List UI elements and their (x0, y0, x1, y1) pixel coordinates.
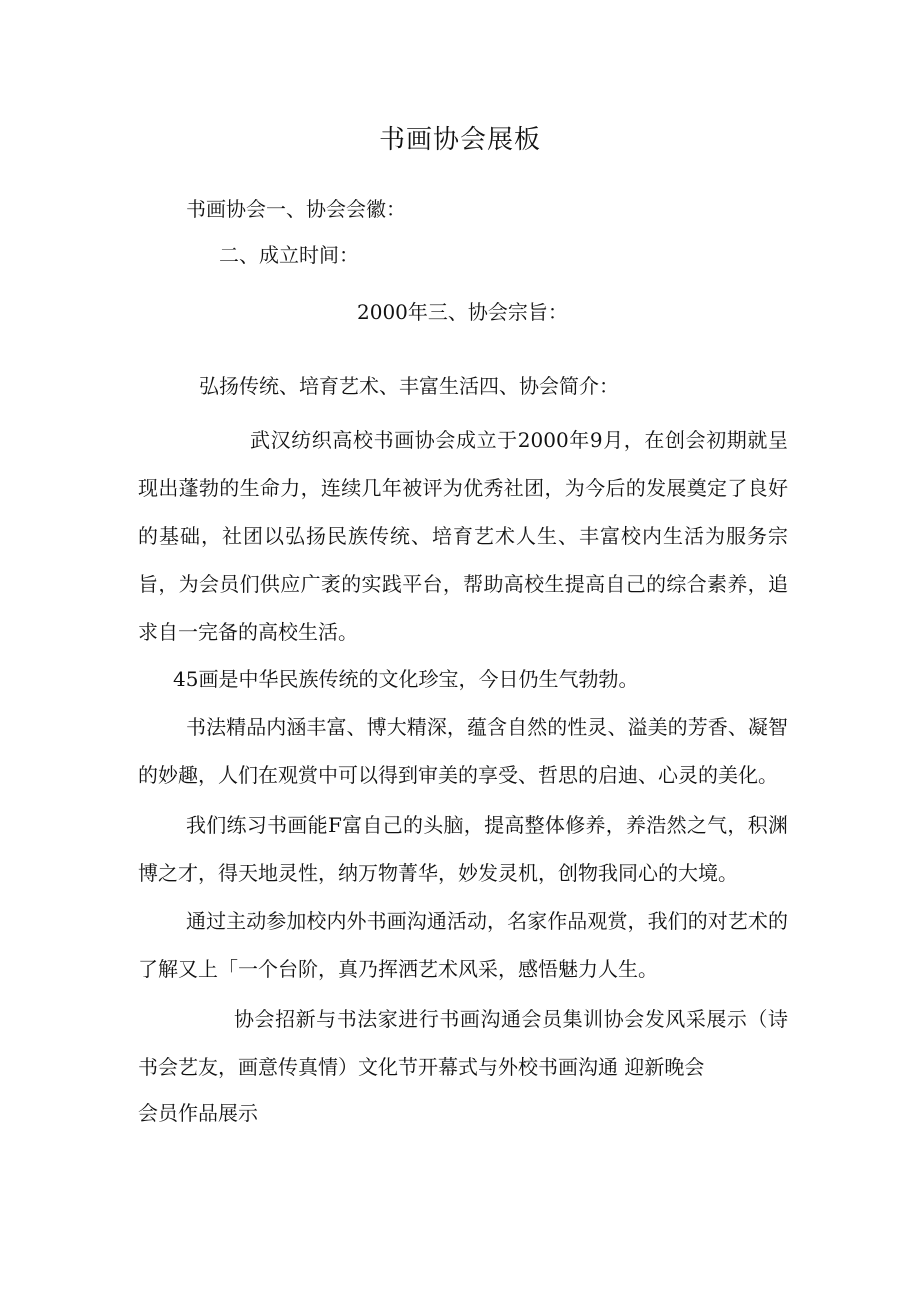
paragraph-activities: 通过主动参加校内外书画沟通活动，名家作品观赏，我们的对艺术的了解又上「一个台阶，真乃挥洒艺术风采，感悟魅力人生。 (138, 909, 788, 981)
paragraph-painting: 45画是中华民族传统的文化珍宝，今日仍生气勃勃。 (173, 667, 639, 691)
document-title: 书画协会展板 (378, 125, 541, 155)
paragraph-member-works: 会员作品展示 (138, 1101, 258, 1125)
paragraph-practice: 我们练习书画能F富自己的头脑，提高整体修养，养浩然之气，积渊博之才，得天地灵性，纳万物菁华，妙发灵机，创物我同心的大境。 (138, 813, 788, 885)
paragraph-introduction: 武汉纺织高校书画协会成立于2000年9月，在创会初期就呈现出蓬勃的生命力，连续几年被评为优秀社团，为今后的发展奠定了良好的基础，社团以弘扬民族传统、培育艺术人生、丰富校内生活为服务宗旨，为会员们供应广袤的实践平台，帮助高校生提高自己的综合素养，追求自一完备的高校生活。 (138, 428, 788, 644)
heading-emblem: 书画协会一、协会会徽： (186, 197, 406, 221)
heading-introduction: 弘扬传统、培育艺术、丰富生活四、协会简介： (199, 374, 619, 398)
heading-purpose: 2000年三、协会宗旨： (357, 300, 568, 324)
heading-founding-time: 二、成立时间： (219, 243, 359, 267)
paragraph-calligraphy: 书法精品内涵丰富、博大精深，蕴含自然的性灵、溢美的芳香、凝智的妙趣，人们在观赏中可以得到审美的享受、哲思的启迪、心灵的美化。 (138, 715, 788, 787)
paragraph-events: 协会招新与书法家进行书画沟通会员集训协会发风采展示（诗书会艺友，画意传真情）文化节开幕式与外校书画沟通 迎新晚会 (138, 1007, 788, 1079)
